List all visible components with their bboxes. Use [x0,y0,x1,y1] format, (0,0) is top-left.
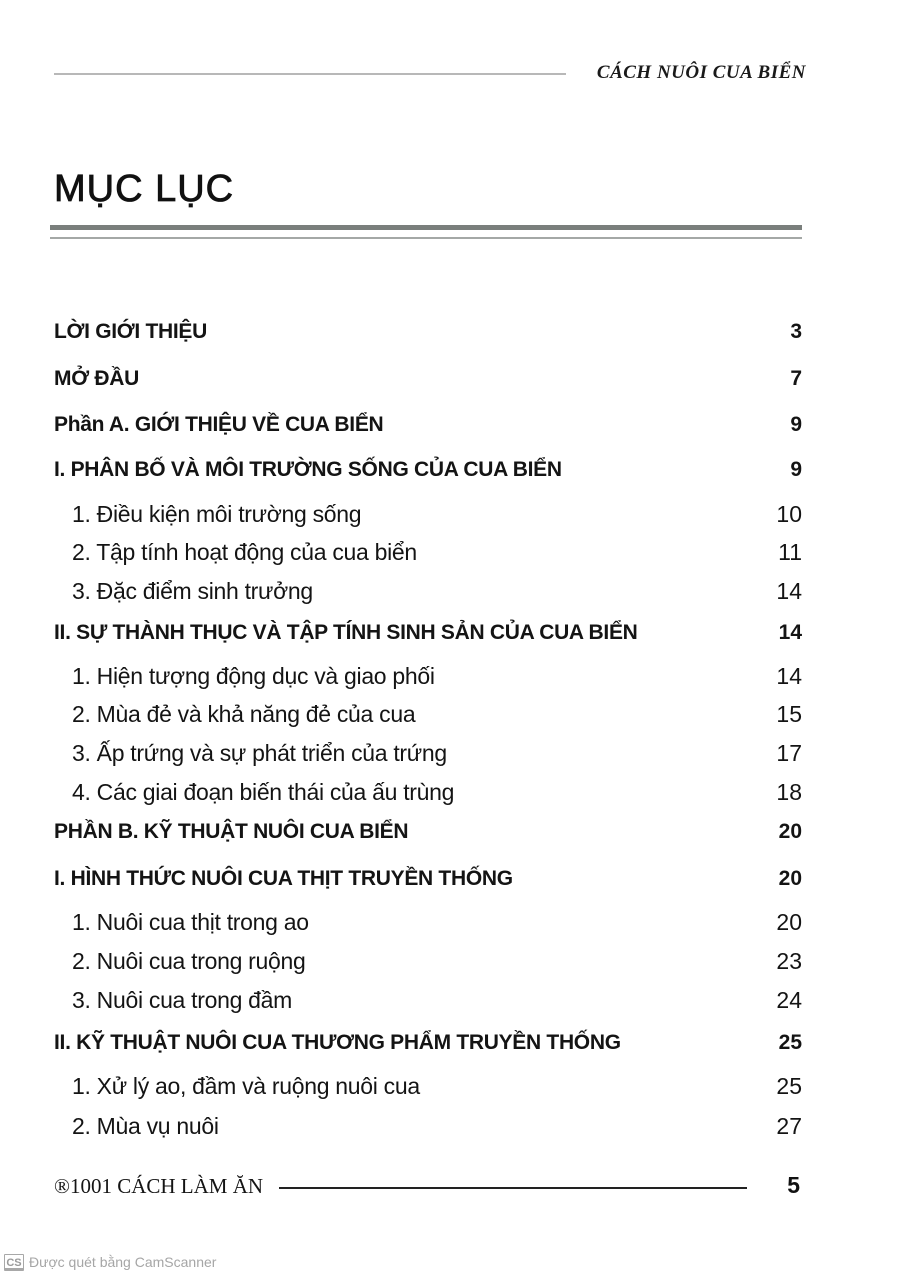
toc-entry-page: 24 [776,987,802,1013]
toc-entry-label: 3. Ấp trứng và sự phát triển của trứng [72,740,447,766]
toc-entry [0,496,903,532]
toc-entry [0,534,903,570]
toc-entry-page: 9 [790,458,802,481]
toc-entry-page: 11 [778,539,802,565]
toc-entry [0,1108,903,1144]
toc-entry [0,735,903,771]
toc-entry-label: LỜI GIỚI THIỆU [54,320,207,343]
toc-entry-label: 1. Hiện tượng động dục và giao phối [72,663,435,689]
toc-entry [0,314,903,350]
toc-entry-label: 2. Mùa vụ nuôi [72,1113,219,1139]
toc-entry-label: 2. Mùa đẻ và khả năng đẻ của cua [72,701,416,727]
toc-entry-label: 2. Nuôi cua trong ruộng [72,948,306,974]
toc-entry [0,1068,903,1104]
toc-entry-label: I. PHÂN BỐ VÀ MÔI TRƯỜNG SỐNG CỦA CUA BIỂN [54,458,562,481]
page-footer [54,1170,804,1206]
toc-entry-page: 25 [776,1073,802,1099]
footer-series-title: ®1001 CÁCH LÀM ĂN [54,1174,264,1198]
toc-entry-page: 20 [778,867,802,890]
toc-entry [0,696,903,732]
toc-entry-page: 14 [776,663,802,689]
watermark-text: Được quét bằng CamScanner [29,1254,217,1270]
toc-entry [0,407,903,443]
toc-entry [0,573,903,609]
toc-entry-label: 1. Nuôi cua thịt trong ao [72,909,309,935]
toc-entry-page: 14 [778,621,802,644]
header-rule [54,73,566,75]
toc-entry-page: 9 [790,413,802,436]
running-header-title: CÁCH NUÔI CUA BIỂN [596,62,806,83]
toc-entry-label: 1. Xử lý ao, đầm và ruộng nuôi cua [72,1073,420,1099]
running-header [54,60,806,90]
toc-entry [0,452,903,488]
toc-entry-page: 7 [790,367,802,390]
toc-entry-label: PHẦN B. KỸ THUẬT NUÔI CUA BIỂN [54,820,409,843]
toc-entry-label: I. HÌNH THỨC NUÔI CUA THỊT TRUYỀN THỐNG [54,867,513,890]
toc-entry-page: 3 [790,320,802,343]
toc-entry-label: MỞ ĐẦU [54,367,139,390]
title-rule-thick [50,225,802,230]
toc-entry [0,774,903,810]
toc-entry [0,1025,903,1061]
toc-entry-label: 2. Tập tính hoạt động của cua biển [72,539,417,565]
toc-entry-page: 25 [778,1031,802,1054]
toc-entry-page: 10 [776,501,802,527]
toc-entry-page: 17 [776,740,802,766]
toc-entry [0,361,903,397]
toc-entry [0,943,903,979]
toc-entry [0,861,903,897]
toc-entry-page: 27 [776,1113,802,1139]
toc-entry [0,658,903,694]
page-title: MỤC LỤC [54,168,235,210]
toc-entry-label: 4. Các giai đoạn biến thái của ấu trùng [72,779,455,805]
toc-entry-label: II. SỰ THÀNH THỤC VÀ TẬP TÍNH SINH SẢN CỦA CUA BIỂN [54,621,638,644]
toc-entry [0,982,903,1018]
footer-page-number: 5 [787,1172,800,1198]
toc-entry-label: 3. Nuôi cua trong đầm [72,987,292,1013]
camscanner-logo-icon: CS [4,1254,24,1271]
toc-entry-page: 20 [776,909,802,935]
toc-entry [0,814,903,850]
camscanner-watermark [4,1251,216,1273]
footer-rule [279,1187,747,1189]
toc-entry-page: 20 [778,820,802,843]
toc-entry-label: 1. Điều kiện môi trường sống [72,501,362,527]
toc-entry-label: II. KỸ THUẬT NUÔI CUA THƯƠNG PHẨM TRUYỀN THỐNG [54,1031,621,1054]
toc-entry-page: 14 [776,578,802,604]
toc-entry-page: 15 [776,701,802,727]
toc-entry-label: Phần A. GIỚI THIỆU VỀ CUA BIỂN [54,413,384,436]
toc-entry [0,904,903,940]
toc-entry-page: 23 [776,948,802,974]
toc-entry [0,615,903,651]
title-rule-thin [50,237,802,239]
toc-entry-label: 3. Đặc điểm sinh trưởng [72,578,313,604]
toc-entry-page: 18 [776,779,802,805]
